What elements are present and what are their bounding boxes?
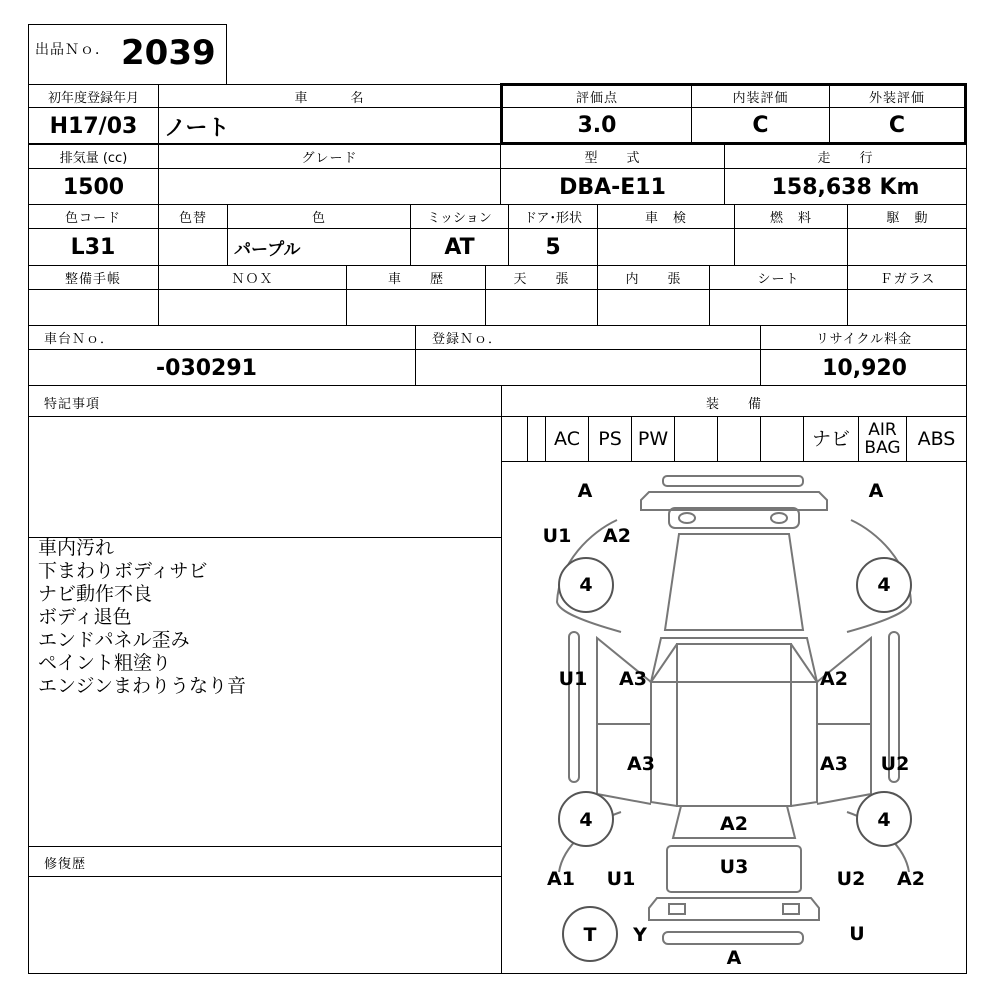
colorcode-label: 色コード (64, 211, 121, 226)
equipment-ac: AC (545, 417, 588, 461)
mark-trunk: U3 (719, 856, 749, 878)
mileage-value: 158,638 Km (771, 174, 920, 200)
lot-number: 2039 (121, 33, 216, 73)
recycle-label: リサイクル料金 (815, 332, 913, 347)
equipment-blank (674, 417, 717, 461)
mark-rear-left-u1: U1 (606, 868, 636, 890)
color-label: 色 (311, 211, 326, 226)
car-damage-diagram (501, 462, 967, 974)
mark-rear-u: U (849, 923, 865, 945)
regno-label: 登録Ｎｏ． (432, 332, 503, 347)
model-value: DBA-E11 (559, 174, 666, 200)
colorcode-value: L31 (70, 235, 116, 260)
history-label: 車 歴 (387, 272, 444, 287)
equipment-ps: PS (588, 417, 631, 461)
notes-list (38, 537, 488, 698)
fglass-label: Ｆガラス (879, 272, 936, 287)
mission-label: ミッション (427, 211, 492, 226)
mark-door-right-rear: A3 (820, 753, 848, 775)
mission-value: AT (444, 235, 475, 260)
name-value: ノート (164, 115, 230, 141)
mark-door-left-rear: A3 (627, 753, 655, 775)
fuel-label: 燃 料 (769, 211, 812, 226)
notes-label: 特記事項 (44, 396, 101, 412)
grade-value (158, 169, 501, 205)
inspection-label: 車 検 (644, 211, 687, 226)
mark-front-left: A (577, 480, 593, 502)
equipment-airbag: AIR BAG (858, 417, 906, 461)
mark-rear-y: Y (633, 924, 647, 946)
exterior-value: C (888, 112, 906, 138)
mark-rear-bottom: A (726, 947, 742, 969)
inspection-value (598, 229, 734, 266)
note-line: ペイント粗塗り (38, 652, 172, 674)
equipment-label: 装 備 (705, 396, 762, 412)
mark-door-right-u: U2 (880, 753, 910, 775)
mileage-label: 走 行 (817, 151, 874, 166)
mark-tire-fl: 4 (579, 574, 593, 596)
regno-value (416, 350, 760, 386)
name-label: 車 名 (294, 90, 365, 106)
mark-rear-right-a2: A2 (897, 868, 925, 890)
door-value: 5 (545, 235, 561, 260)
repaint-label: 色替 (178, 211, 207, 226)
service-label: 整備手帳 (64, 272, 121, 287)
mark-tire-rr: 4 (877, 809, 891, 831)
roof-label: 天 張 (513, 272, 570, 287)
color-value: パープル (234, 240, 301, 260)
cc-value: 1500 (62, 174, 125, 200)
score-value: 3.0 (577, 112, 617, 138)
exterior-label: 外装評価 (868, 91, 925, 106)
chassis-label: 車台Ｎｏ． (44, 332, 115, 347)
fuel-value (735, 229, 847, 266)
note-line: 下まわりボディサビ (38, 560, 208, 582)
note-line: ナビ動作不良 (38, 583, 153, 605)
mark-tire-fr: 4 (877, 574, 891, 596)
door-label: ドア･形状 (523, 211, 583, 226)
equipment-blank (760, 417, 803, 461)
equipment-navi: ナビ (803, 417, 858, 461)
drive-value (848, 229, 967, 266)
interior-label: 内装評価 (732, 91, 789, 106)
interior-trim-label: 内 張 (625, 272, 682, 287)
lot-label: 出品Ｎｏ． (35, 42, 110, 58)
note-line: エンジンまわりうなり音 (38, 675, 247, 697)
nox-label: ＮＯＸ (231, 272, 274, 287)
note-line: 車内汚れ (38, 537, 115, 559)
repair-label: 修復歴 (44, 856, 87, 872)
mark-spare-tire: T (583, 924, 597, 946)
mark-tire-rl: 4 (579, 809, 593, 831)
equipment-abs: ABS (906, 417, 966, 461)
mark-fender-left-a: A2 (603, 525, 631, 547)
lot-number-box (28, 24, 227, 86)
mark-door-right-a: A2 (820, 668, 848, 690)
seat-label: シート (757, 272, 800, 287)
score-label: 評価点 (575, 91, 618, 106)
repaint-value (159, 229, 227, 266)
mark-roof-rear: A2 (720, 813, 748, 835)
reg-label: 初年度登録年月 (47, 90, 139, 106)
equipment-blank (717, 417, 760, 461)
drive-label: 駆 動 (886, 211, 929, 226)
grade-label: グレード (301, 151, 358, 166)
note-line: エンドパネル歪み (38, 629, 190, 651)
mark-front-right: A (868, 480, 884, 502)
note-line: ボディ退色 (38, 606, 132, 628)
mark-door-left-a: A3 (619, 668, 647, 690)
model-label: 型 式 (584, 151, 641, 166)
mark-rear-left-a1: A1 (547, 868, 575, 890)
mark-rear-right-u2: U2 (836, 868, 866, 890)
reg-value: H17/03 (49, 113, 138, 139)
interior-value: C (752, 112, 769, 138)
mark-fender-left-u: U1 (542, 525, 572, 547)
recycle-value: 10,920 (822, 355, 907, 381)
equipment-blank (527, 417, 545, 461)
chassis-value: -030291 (156, 355, 257, 381)
equipment-pw: PW (631, 417, 674, 461)
mark-door-left-u: U1 (558, 668, 588, 690)
cc-label: 排気量 (cc) (59, 151, 128, 166)
